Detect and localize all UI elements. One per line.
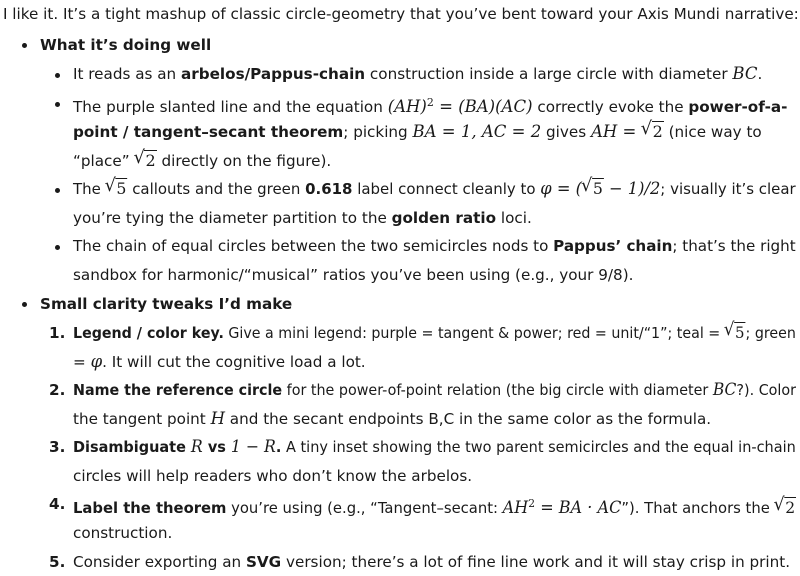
text: = <box>73 353 91 371</box>
heading-text: What it’s doing well <box>40 36 212 54</box>
list-item <box>73 380 796 400</box>
sqrt <box>725 323 746 343</box>
list-bullet <box>55 188 60 193</box>
list-item-cont <box>73 208 532 228</box>
text: Pappus’ chain <box>553 237 673 255</box>
math: BC <box>712 380 737 399</box>
math: 2 <box>652 122 663 141</box>
section-bullet <box>22 43 27 48</box>
text: power-of-a- <box>688 98 788 117</box>
text: ?). Color <box>736 381 797 399</box>
list-item-cont: sandbox for harmonic/“musical” ratios you’ve been using (e.g., your 9/8). <box>73 266 634 284</box>
math: = BA · AC <box>535 498 622 518</box>
text: gives <box>541 123 591 141</box>
sqrt <box>134 151 156 171</box>
section-heading-tweaks <box>40 294 292 314</box>
list-number: 4. <box>49 495 66 513</box>
text: Disambiguate <box>73 438 191 456</box>
text: you’re tying the diameter partition to the <box>73 209 392 227</box>
text: The <box>73 180 106 198</box>
text: ; that’s the right <box>672 237 796 255</box>
text: (nice way to <box>663 123 762 141</box>
list-item-cont <box>73 352 366 372</box>
text: Legend / color key. <box>73 324 224 342</box>
text: Consider exporting an <box>73 553 246 571</box>
text: arbelos/Pappus-chain <box>181 65 366 83</box>
text: 0.618 <box>305 180 353 198</box>
math: 2 <box>426 96 434 109</box>
math: BC <box>732 64 758 83</box>
text: loci. <box>496 209 532 227</box>
list-number: 1. <box>49 324 66 342</box>
text: label connect cleanly to <box>352 180 541 198</box>
math: φ <box>90 352 103 371</box>
math: BA = 1, AC = 2 <box>412 122 542 141</box>
text: It reads as an <box>73 65 182 83</box>
text: version; there’s a lot of fine line work and it will stay crisp in print. <box>281 553 791 571</box>
text: Give a mini legend: purple = tangent & power; red = unit/“1”; teal = <box>223 324 725 342</box>
text: callouts and the green <box>127 180 306 198</box>
text: Name the reference circle <box>73 381 283 399</box>
math: 2 <box>145 151 156 170</box>
list-item-cont <box>73 151 331 171</box>
math: 5 <box>592 179 603 198</box>
math: AH = <box>590 122 642 141</box>
math: 2 <box>528 497 536 510</box>
section-heading-well <box>40 35 211 55</box>
text: ; visually it’s clear <box>660 180 796 198</box>
list-item-cont <box>73 122 762 142</box>
text: The purple slanted line and the equation <box>73 98 388 117</box>
text: . <box>275 438 282 456</box>
list-bullet <box>55 102 60 107</box>
text: the tangent point <box>73 410 211 428</box>
list-item <box>73 323 796 343</box>
list-number: 5. <box>49 553 66 571</box>
text: . It will cut the cognitive load a lot. <box>102 353 366 371</box>
text: ; green <box>745 324 796 342</box>
text: correctly evoke the <box>532 98 689 117</box>
text: The chain of equal circles between the two semicircles nods to <box>73 237 554 255</box>
list-item <box>73 494 796 518</box>
list-item-cont: construction. <box>73 524 173 542</box>
text: construction inside a large circle with diameter <box>365 65 733 83</box>
list-item <box>73 93 787 117</box>
math: H <box>210 409 225 428</box>
text: A tiny inset showing the two parent semicircles and the equal in-chain <box>281 438 796 456</box>
intro-text: I like it. It’s a tight mashup of classic circle-geometry that you’ve bent toward your Axis Mundi narrative: <box>3 5 799 23</box>
text: vs <box>202 438 231 456</box>
text: “place” <box>73 152 135 170</box>
heading-text: Small clarity tweaks I’d make <box>40 295 293 313</box>
list-bullet <box>55 245 60 250</box>
math: 2 <box>785 498 796 518</box>
math: (AH) <box>387 97 427 117</box>
list-item <box>73 552 790 572</box>
text: ”). That anchors the <box>621 499 775 518</box>
math: R <box>190 437 203 456</box>
text: point / tangent–secant theorem <box>73 123 344 141</box>
list-item <box>73 236 796 256</box>
math: φ = ( <box>540 179 582 198</box>
text: SVG <box>245 553 282 571</box>
math: = (BA)(AC) <box>433 97 533 117</box>
list-item <box>73 179 796 199</box>
text: ; picking <box>343 123 413 141</box>
sqrt <box>106 179 128 199</box>
text: you’re using (e.g., “Tangent–secant: <box>226 499 503 518</box>
section-bullet <box>22 302 27 307</box>
text: for the power-of-point relation (the big circle with diameter <box>282 381 713 399</box>
list-item-cont <box>73 409 711 429</box>
list-bullet <box>55 73 60 78</box>
list-item <box>73 437 796 457</box>
text: Label the theorem <box>73 499 227 518</box>
sqrt <box>582 179 604 199</box>
math: 5 <box>735 323 745 342</box>
math: AH <box>502 498 529 518</box>
math: 1 − R <box>230 437 276 456</box>
text: and the secant endpoints B,C in the same color as the formula. <box>224 410 712 428</box>
list-number: 3. <box>49 438 66 456</box>
math: 5 <box>116 179 127 198</box>
sqrt <box>775 498 797 518</box>
text: directly on the figure). <box>156 152 332 170</box>
list-number: 2. <box>49 381 66 399</box>
sqrt <box>642 122 664 142</box>
list-item <box>73 64 762 84</box>
list-item-cont: circles will help readers who don’t know the arbelos. <box>73 467 473 485</box>
text: golden ratio <box>391 209 497 227</box>
math: − 1)/2 <box>603 179 661 198</box>
text: . <box>757 65 763 83</box>
